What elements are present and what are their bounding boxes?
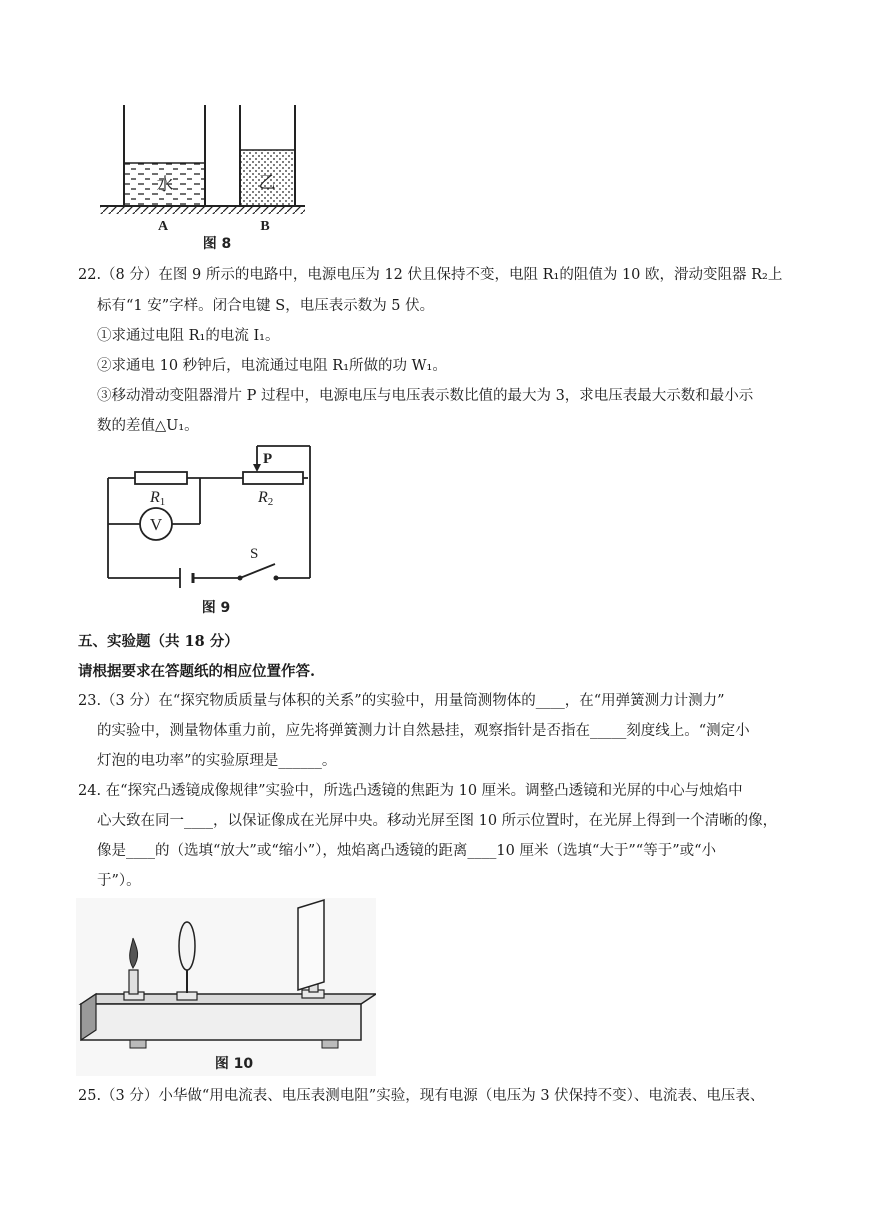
bench-front	[81, 1004, 361, 1040]
container-a-label: A	[157, 219, 169, 234]
figure-10-caption: 图 10	[214, 1056, 254, 1072]
q22-line-2: 标有“1 安”字样。闭合电键 S，电压表示数为 5 伏。	[97, 298, 435, 314]
r2-label: R2	[258, 489, 274, 508]
q22-line-6: 数的差值△U₁。	[97, 418, 199, 434]
slider-p-label: P	[263, 451, 273, 467]
q25-line-1: 25.（3 分）小华做“用电流表、电压表测电阻”实验，现有电源（电压为 3 伏保持不变）、电流表、电压表、	[78, 1088, 765, 1104]
ground-hatch	[100, 206, 305, 214]
voltmeter-label: V	[149, 515, 163, 534]
figure-10-optical-bench	[76, 898, 376, 1076]
section-5-heading: 五、实验题（共 18 分）	[78, 633, 239, 650]
section-5-instruction: 请根据要求在答题纸的相应位置作答.	[78, 663, 316, 680]
q24-line-4: 于”）。	[97, 873, 141, 889]
q22-line-4: ②求通电 10 秒钟后，电流通过电阻 R₁所做的功 W₁。	[97, 358, 447, 374]
q23-line-3: 灯泡的电功率”的实验原理是______。	[97, 753, 337, 769]
q24-line-3: 像是____的（选填“放大”或“缩小”），烛焰离凸透镜的距离____10 厘米（选填“大于”“等于”或“小	[97, 843, 717, 859]
candle	[129, 970, 138, 994]
water-label: 水	[156, 175, 174, 195]
figure-9-circuit	[100, 440, 330, 620]
figure-8-caption: 图 8	[202, 236, 232, 252]
q24-line-1: 24. 在“探究凸透镜成像规律”实验中，所选凸透镜的焦距为 10 厘米。调整凸透镜和光屏的中心与烛焰中	[78, 783, 743, 799]
light-screen	[298, 900, 324, 990]
rheostat-r2	[243, 472, 303, 484]
q22-line-5: ③移动滑动变阻器滑片 P 过程中，电源电压与电压表示数比值的最大为 3，求电压表最大示数和最小示	[97, 388, 754, 404]
q23-line-2: 的实验中，测量物体重力前，应先将弹簧测力计自然悬挂，观察指针是否指在_____刻度线上。“测定小	[97, 723, 750, 739]
resistor-r1	[135, 472, 187, 484]
figure-10	[76, 898, 376, 1076]
q22-line-1: 22.（8 分）在图 9 所示的电路中，电源电压为 12 伏且保持不变，电阻 R₁的阻值为 10 欧，滑动变阻器 R₂上	[78, 267, 783, 283]
convex-lens	[179, 922, 195, 970]
container-b-label: B	[260, 219, 270, 234]
figure-9	[100, 440, 330, 620]
figure-9-caption: 图 9	[201, 600, 231, 616]
slider-arrow	[253, 464, 261, 472]
q24-line-2: 心大致在同一____，以保证像成在光屏中央。移动光屏至图 10 所示位置时，在光屏上得到一个清晰的像，	[97, 813, 778, 829]
q23-line-1: 23.（3 分）在“探究物质质量与体积的关系”的实验中，用量筒测物体的____，在“用弹簧测力计测力”	[78, 693, 725, 709]
r1-label: R1	[150, 489, 166, 508]
switch-s	[240, 564, 275, 578]
liquid-b-label: 乙	[258, 173, 276, 193]
switch-label: S	[250, 546, 259, 562]
figure-8	[95, 100, 310, 255]
figure-8-diagram	[95, 100, 310, 255]
q22-line-3: ①求通过电阻 R₁的电流 I₁。	[97, 328, 280, 344]
